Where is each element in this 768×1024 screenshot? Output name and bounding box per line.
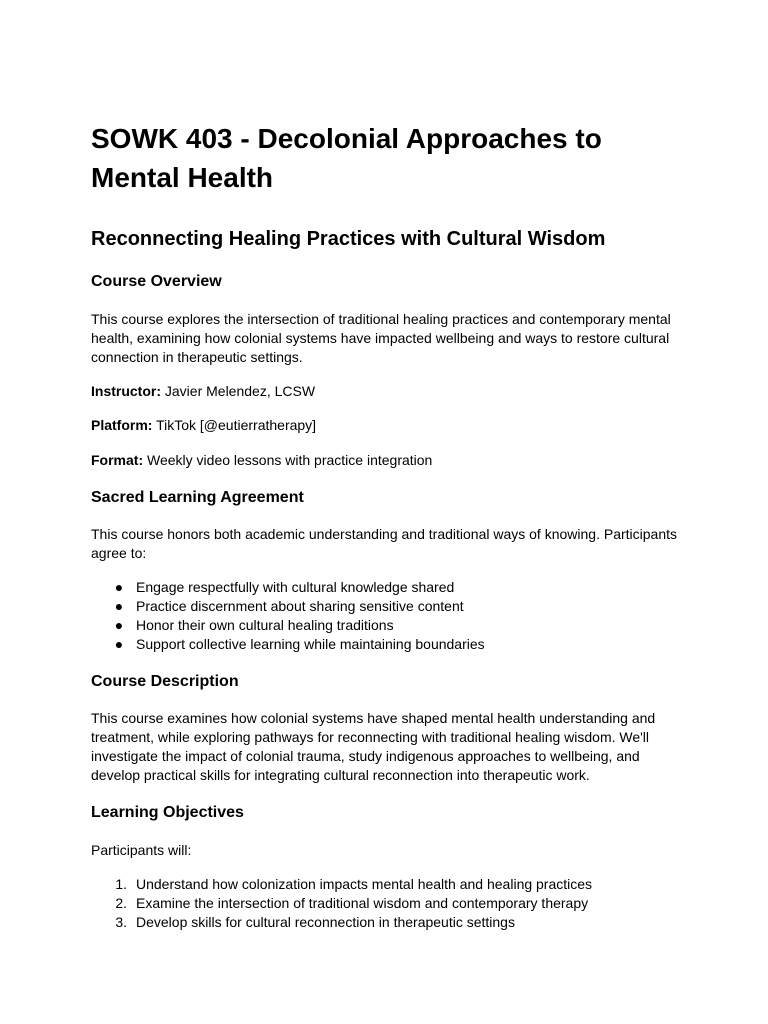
platform-value: TikTok [@eutierratherapy] <box>152 417 317 433</box>
bullet-icon: ● <box>114 579 124 595</box>
instructor-label: Instructor: <box>91 383 161 399</box>
list-number: 3. <box>115 914 127 930</box>
page-subtitle: Reconnecting Healing Practices with Cultural Wisdom <box>91 228 606 250</box>
format-line <box>91 451 681 470</box>
list-item-text: Understand how colonization impacts mental health and healing practices <box>136 876 593 892</box>
platform-line <box>91 416 681 435</box>
bullet-icon: ● <box>114 598 124 614</box>
objectives-list <box>91 875 592 932</box>
list-item-text: Engage respectfully with cultural knowledge shared <box>136 579 455 595</box>
list-item <box>91 578 485 597</box>
objectives-heading: Learning Objectives <box>91 804 244 821</box>
objectives-intro: Participants will: <box>91 842 192 858</box>
list-number: 2. <box>115 895 127 911</box>
list-item-text: Support collective learning while maintaining boundaries <box>136 636 485 652</box>
list-item-text: Develop skills for cultural reconnection in therapeutic settings <box>136 914 515 930</box>
list-item-text: Practice discernment about sharing sensitive content <box>136 598 464 614</box>
platform-label: Platform: <box>91 417 153 433</box>
agreement-heading: Sacred Learning Agreement <box>91 489 304 506</box>
list-item <box>91 875 592 894</box>
list-item-text: Honor their own cultural healing traditions <box>136 617 394 633</box>
list-item <box>91 597 485 616</box>
list-item <box>91 913 592 932</box>
list-item-text: Examine the intersection of traditional wisdom and contemporary therapy <box>136 895 589 911</box>
description-heading: Course Description <box>91 673 239 690</box>
overview-heading: Course Overview <box>91 273 222 290</box>
bullet-icon: ● <box>114 636 124 652</box>
format-label: Format: <box>91 452 144 468</box>
list-item <box>91 635 485 654</box>
bullet-icon: ● <box>114 617 124 633</box>
list-item <box>91 894 592 913</box>
list-item <box>91 616 485 635</box>
page-title: SOWK 403 - Decolonial Approaches to Mental Health <box>91 123 602 193</box>
agreement-list <box>91 578 485 654</box>
instructor-line <box>91 382 681 401</box>
instructor-value: Javier Melendez, LCSW <box>161 383 316 399</box>
description-text: This course examines how colonial systems have shaped mental health understanding and treatment, while exploring pathways for reconnecting with traditional healing wisdom. We'll investigate the impact of colonial trauma, study indigenous approaches to wellbeing, and develop practical skills for integrating cultural reconnection into therapeutic work. <box>91 710 656 783</box>
overview-text: This course explores the intersection of traditional healing practices and contemporary mental health, examining how colonial systems have impacted wellbeing and ways to restore cultural connection in therapeutic settings. <box>91 311 671 365</box>
format-value: Weekly video lessons with practice integration <box>143 452 433 468</box>
list-number: 1. <box>115 876 127 892</box>
agreement-intro: This course honors both academic understanding and traditional ways of knowing. Participants agree to: <box>91 526 677 561</box>
